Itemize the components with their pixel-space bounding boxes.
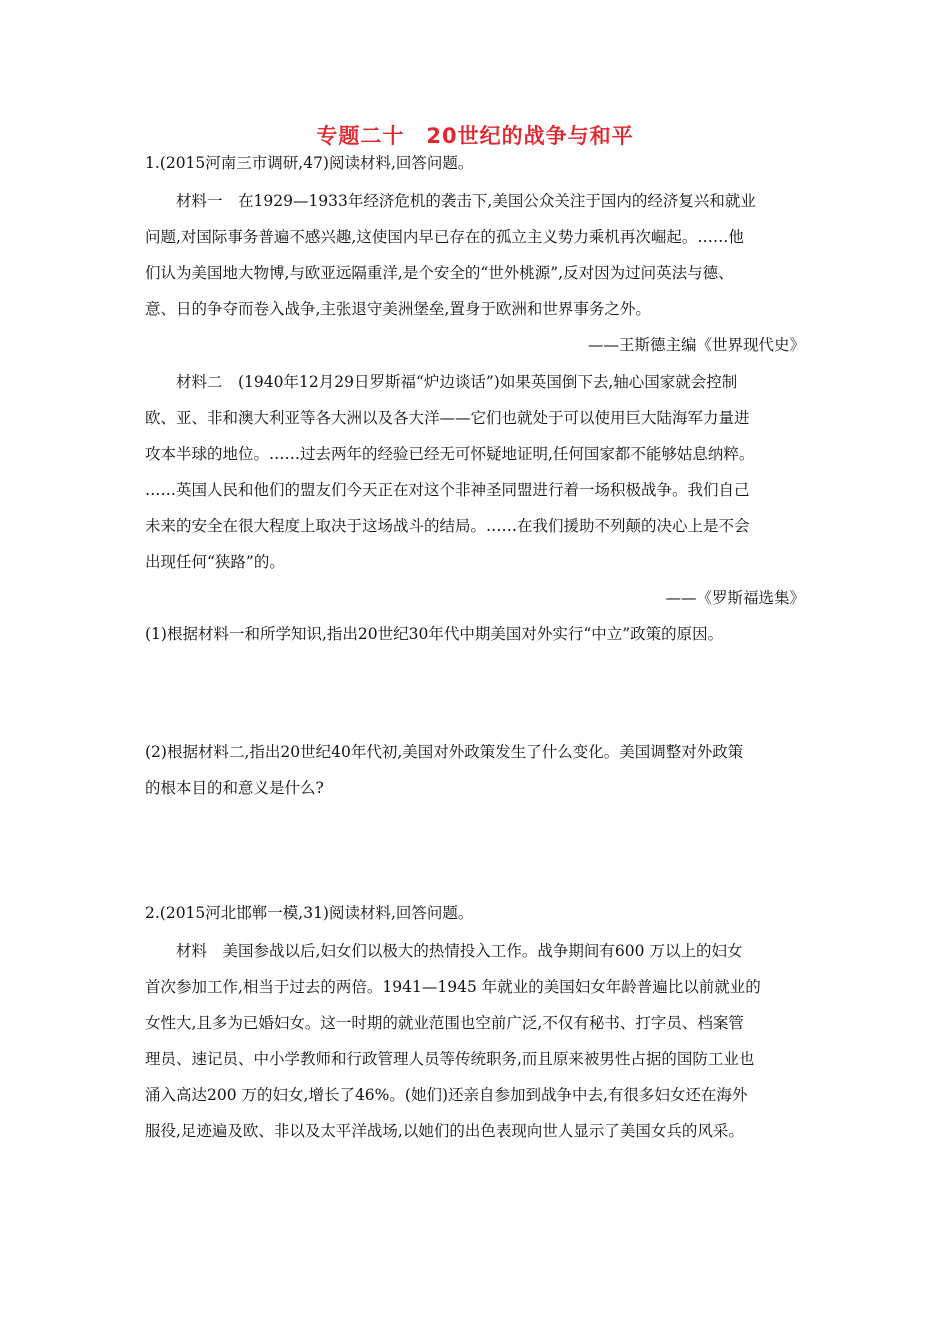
question-1-heading: 1.(2015河南三市调研,47)阅读材料,回答问题。: [145, 154, 474, 172]
material-2-line: 攻本半球的地位。……过去两年的经验已经无可怀疑地证明,任何国家都不能够姑息纳粹。: [145, 445, 755, 463]
material-2-line: 材料二 (1940年12月29日罗斯福“炉边谈话”)如果英国倒下去,轴心国家就会控制: [145, 373, 738, 391]
material-2-line: 出现任何“狭路”的。: [145, 553, 285, 571]
material-1-line: 们认为美国地大物博,与欧亚远隔重洋,是个安全的“世外桃源”,反对因为过问英法与德、: [145, 264, 734, 282]
material-1-line: 问题,对国际事务普遍不感兴趣,这使国内早已存在的孤立主义势力乘机再次崛起。……他: [145, 228, 744, 246]
material-line: 服役,足迹遍及欧、非以及太平洋战场,以她们的出色表现向世人显示了美国女兵的风采。: [145, 1122, 744, 1140]
material-line: 涌入高达200 万的妇女,增长了46%。(她们)还亲自参加到战争中去,有很多妇女还在海外: [145, 1086, 748, 1104]
material-1-source: ——王斯德主编《世界现代史》: [587, 336, 805, 354]
material-2-source: ——《罗斯福选集》: [665, 589, 805, 607]
sub-question-1: (1)根据材料一和所学知识,指出20世纪30年代中期美国对外实行“中立”政策的原因。: [145, 625, 724, 643]
material-line: 材料 美国参战以后,妇女们以极大的热情投入工作。战争期间有600 万以上的妇女: [145, 942, 743, 960]
sub-question-2-line: 的根本目的和意义是什么?: [145, 779, 324, 797]
material-1-line: 材料一 在1929—1933年经济危机的袭击下,美国公众关注于国内的经济复兴和就业: [145, 192, 756, 210]
material-line: 理员、速记员、中小学教师和行政管理人员等传统职务,而且原来被男性占据的国防工业也: [145, 1050, 755, 1068]
question-2-heading: 2.(2015河北邯郸一模,31)阅读材料,回答问题。: [145, 904, 474, 922]
material-1-line: 意、日的争夺而卷入战争,主张退守美洲堡垒,置身于欧洲和世界事务之外。: [145, 300, 651, 318]
material-line: 女性大,且多为已婚妇女。这一时期的就业范围也空前广泛,不仅有秘书、打字员、档案管: [145, 1014, 744, 1032]
material-line: 首次参加工作,相当于过去的两倍。1941—1945 年就业的美国妇女年龄普遍比以前就业的: [145, 978, 761, 996]
page-title: 专题二十 20世纪的战争与和平: [316, 124, 634, 148]
material-2-line: 欧、亚、非和澳大利亚等各大洲以及各大洋——它们也就处于可以使用巨大陆海军力量进: [145, 409, 750, 427]
sub-question-2-line: (2)根据材料二,指出20世纪40年代初,美国对外政策发生了什么变化。美国调整对外政策: [145, 743, 744, 761]
material-2-line: ……英国人民和他们的盟友们今天正在对这个非神圣同盟进行着一场积极战争。我们自己: [145, 481, 750, 499]
material-2-line: 未来的安全在很大程度上取决于这场战斗的结局。……在我们援助不列颠的决心上是不会: [145, 517, 750, 535]
